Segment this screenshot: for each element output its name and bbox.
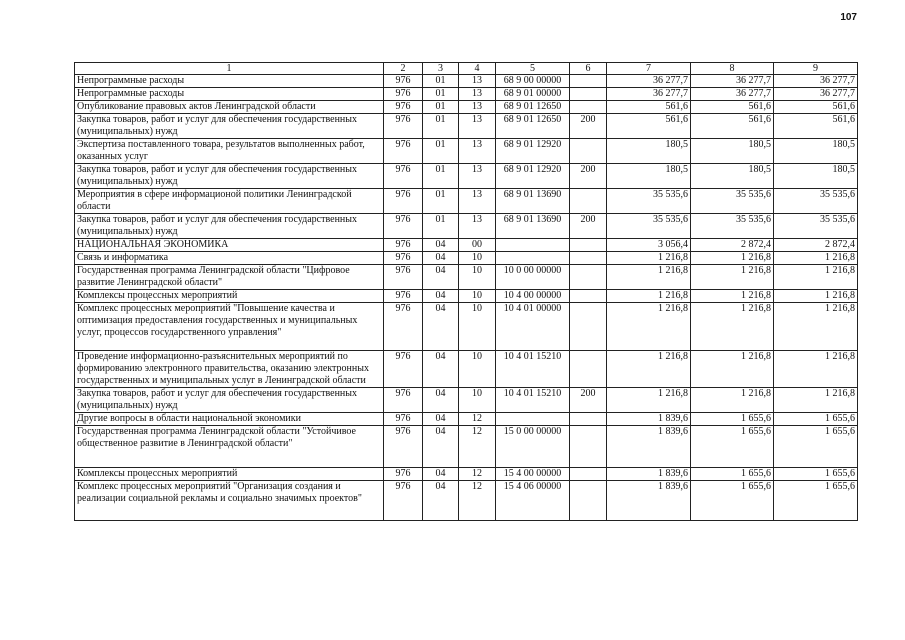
section-code: 04 — [423, 426, 459, 468]
ministry-code: 976 — [384, 388, 423, 413]
amount-col-7: 1 839,6 — [607, 481, 691, 521]
table-row — [75, 75, 858, 88]
amount-col-8: 36 277,7 — [691, 88, 774, 101]
amount-col-8: 561,6 — [691, 101, 774, 114]
ministry-code: 976 — [384, 164, 423, 189]
ministry-code: 976 — [384, 351, 423, 388]
amount-col-9: 35 535,6 — [774, 189, 858, 214]
expense-type-code — [570, 413, 607, 426]
table-row — [75, 290, 858, 303]
ministry-code: 976 — [384, 101, 423, 114]
column-header: 1 — [75, 63, 384, 75]
subsection-code: 13 — [459, 114, 496, 139]
amount-col-7: 1 216,8 — [607, 303, 691, 351]
ministry-code: 976 — [384, 413, 423, 426]
expense-type-code: 200 — [570, 164, 607, 189]
ministry-code: 976 — [384, 214, 423, 239]
table-row — [75, 214, 858, 239]
target-article-code: 68 9 01 13690 — [496, 189, 570, 214]
row-title: Проведение информационно-разъяснительных мероприятий по формированию электронного правительства, оказанию электронных государственных и муниципальных услуг в Ленинградской области — [75, 351, 384, 388]
amount-col-7: 180,5 — [607, 164, 691, 189]
expense-type-code — [570, 88, 607, 101]
amount-col-8: 561,6 — [691, 114, 774, 139]
amount-col-9: 1 655,6 — [774, 426, 858, 468]
ministry-code: 976 — [384, 88, 423, 101]
row-title: Другие вопросы в области национальной экономики — [75, 413, 384, 426]
target-article-code: 15 4 06 00000 — [496, 481, 570, 521]
amount-col-8: 35 535,6 — [691, 189, 774, 214]
target-article-code: 10 4 01 00000 — [496, 303, 570, 351]
expense-type-code — [570, 75, 607, 88]
amount-col-7: 1 216,8 — [607, 290, 691, 303]
table-header-row — [75, 63, 858, 75]
table-row — [75, 468, 858, 481]
amount-col-7: 1 216,8 — [607, 265, 691, 290]
section-code: 04 — [423, 413, 459, 426]
row-title: Закупка товаров, работ и услуг для обеспечения государственных (муниципальных) нужд — [75, 214, 384, 239]
amount-col-8: 1 216,8 — [691, 303, 774, 351]
subsection-code: 13 — [459, 101, 496, 114]
amount-col-9: 36 277,7 — [774, 88, 858, 101]
table-row — [75, 239, 858, 252]
amount-col-7: 1 839,6 — [607, 468, 691, 481]
subsection-code: 13 — [459, 75, 496, 88]
section-code: 01 — [423, 75, 459, 88]
expense-type-code — [570, 139, 607, 164]
subsection-code: 12 — [459, 481, 496, 521]
expense-type-code — [570, 426, 607, 468]
row-title: Государственная программа Ленинградской области "Устойчивое общественное развитие в Ленинградской области" — [75, 426, 384, 468]
section-code: 01 — [423, 88, 459, 101]
table-row — [75, 189, 858, 214]
table-row — [75, 413, 858, 426]
expense-type-code — [570, 252, 607, 265]
subsection-code: 10 — [459, 351, 496, 388]
table-row — [75, 265, 858, 290]
section-code: 04 — [423, 303, 459, 351]
table-row — [75, 252, 858, 265]
ministry-code: 976 — [384, 239, 423, 252]
section-code: 01 — [423, 214, 459, 239]
target-article-code: 10 4 01 15210 — [496, 388, 570, 413]
target-article-code: 15 4 00 00000 — [496, 468, 570, 481]
amount-col-9: 1 216,8 — [774, 388, 858, 413]
amount-col-8: 1 216,8 — [691, 252, 774, 265]
subsection-code: 13 — [459, 139, 496, 164]
subsection-code: 10 — [459, 303, 496, 351]
amount-col-8: 1 655,6 — [691, 426, 774, 468]
section-code: 01 — [423, 139, 459, 164]
table-row — [75, 351, 858, 388]
amount-col-8: 1 216,8 — [691, 265, 774, 290]
amount-col-7: 561,6 — [607, 114, 691, 139]
ministry-code: 976 — [384, 426, 423, 468]
subsection-code: 00 — [459, 239, 496, 252]
expense-type-code — [570, 290, 607, 303]
ministry-code: 976 — [384, 139, 423, 164]
row-title: Закупка товаров, работ и услуг для обеспечения государственных (муниципальных) нужд — [75, 388, 384, 413]
expense-type-code: 200 — [570, 388, 607, 413]
expense-type-code — [570, 101, 607, 114]
table-row — [75, 481, 858, 521]
target-article-code: 68 9 01 12920 — [496, 164, 570, 189]
expense-type-code: 200 — [570, 214, 607, 239]
amount-col-9: 180,5 — [774, 164, 858, 189]
expense-type-code: 200 — [570, 114, 607, 139]
ministry-code: 976 — [384, 265, 423, 290]
subsection-code: 13 — [459, 88, 496, 101]
amount-col-8: 1 216,8 — [691, 351, 774, 388]
amount-col-9: 1 216,8 — [774, 351, 858, 388]
expense-type-code — [570, 239, 607, 252]
table-row — [75, 88, 858, 101]
ministry-code: 976 — [384, 481, 423, 521]
ministry-code: 976 — [384, 189, 423, 214]
amount-col-9: 1 216,8 — [774, 290, 858, 303]
amount-col-7: 36 277,7 — [607, 75, 691, 88]
amount-col-9: 180,5 — [774, 139, 858, 164]
target-article-code: 68 9 01 12920 — [496, 139, 570, 164]
amount-col-8: 1 216,8 — [691, 290, 774, 303]
section-code: 04 — [423, 252, 459, 265]
target-article-code: 68 9 01 12650 — [496, 101, 570, 114]
page-number: 107 — [840, 12, 857, 23]
amount-col-7: 180,5 — [607, 139, 691, 164]
section-code: 04 — [423, 481, 459, 521]
section-code: 04 — [423, 468, 459, 481]
subsection-code: 12 — [459, 413, 496, 426]
amount-col-9: 1 216,8 — [774, 265, 858, 290]
ministry-code: 976 — [384, 75, 423, 88]
ministry-code: 976 — [384, 114, 423, 139]
subsection-code: 10 — [459, 290, 496, 303]
target-article-code: 10 4 01 15210 — [496, 351, 570, 388]
column-header: 6 — [570, 63, 607, 75]
table-row — [75, 388, 858, 413]
column-header: 3 — [423, 63, 459, 75]
expense-type-code — [570, 468, 607, 481]
expense-type-code — [570, 265, 607, 290]
amount-col-9: 36 277,7 — [774, 75, 858, 88]
subsection-code: 13 — [459, 189, 496, 214]
row-title: Комплексы процессных мероприятий — [75, 290, 384, 303]
row-title: Закупка товаров, работ и услуг для обеспечения государственных (муниципальных) нужд — [75, 164, 384, 189]
subsection-code: 10 — [459, 252, 496, 265]
amount-col-7: 35 535,6 — [607, 189, 691, 214]
table-row — [75, 426, 858, 468]
target-article-code: 10 4 00 00000 — [496, 290, 570, 303]
amount-col-7: 3 056,4 — [607, 239, 691, 252]
amount-col-8: 180,5 — [691, 139, 774, 164]
column-header: 2 — [384, 63, 423, 75]
row-title: Комплексы процессных мероприятий — [75, 468, 384, 481]
section-code: 04 — [423, 265, 459, 290]
amount-col-8: 1 655,6 — [691, 468, 774, 481]
target-article-code — [496, 239, 570, 252]
amount-col-7: 561,6 — [607, 101, 691, 114]
target-article-code: 68 9 00 00000 — [496, 75, 570, 88]
section-code: 04 — [423, 351, 459, 388]
subsection-code: 13 — [459, 214, 496, 239]
ministry-code: 976 — [384, 303, 423, 351]
row-title: Экспертиза поставленного товара, результатов выполненных работ, оказанных услуг — [75, 139, 384, 164]
budget-table — [74, 62, 858, 521]
section-code: 01 — [423, 114, 459, 139]
row-title: Опубликование правовых актов Ленинградской области — [75, 101, 384, 114]
expense-type-code — [570, 351, 607, 388]
amount-col-9: 1 655,6 — [774, 481, 858, 521]
amount-col-9: 1 655,6 — [774, 468, 858, 481]
target-article-code — [496, 252, 570, 265]
amount-col-9: 1 216,8 — [774, 252, 858, 265]
amount-col-8: 1 655,6 — [691, 413, 774, 426]
column-header: 7 — [607, 63, 691, 75]
amount-col-9: 561,6 — [774, 101, 858, 114]
target-article-code: 68 9 01 00000 — [496, 88, 570, 101]
amount-col-9: 1 216,8 — [774, 303, 858, 351]
row-title: Непрограммные расходы — [75, 88, 384, 101]
table-row — [75, 114, 858, 139]
amount-col-9: 561,6 — [774, 114, 858, 139]
row-title: Связь и информатика — [75, 252, 384, 265]
amount-col-8: 36 277,7 — [691, 75, 774, 88]
amount-col-8: 2 872,4 — [691, 239, 774, 252]
column-header: 5 — [496, 63, 570, 75]
expense-type-code — [570, 303, 607, 351]
ministry-code: 976 — [384, 252, 423, 265]
amount-col-7: 1 839,6 — [607, 426, 691, 468]
column-header: 4 — [459, 63, 496, 75]
subsection-code: 10 — [459, 265, 496, 290]
row-title: Мероприятия в сфере информационой политики Ленинградской области — [75, 189, 384, 214]
subsection-code: 12 — [459, 426, 496, 468]
table-row — [75, 303, 858, 351]
table-row — [75, 164, 858, 189]
section-code: 04 — [423, 239, 459, 252]
amount-col-7: 1 216,8 — [607, 388, 691, 413]
amount-col-7: 35 535,6 — [607, 214, 691, 239]
target-article-code: 15 0 00 00000 — [496, 426, 570, 468]
expense-type-code — [570, 189, 607, 214]
section-code: 04 — [423, 388, 459, 413]
amount-col-8: 1 216,8 — [691, 388, 774, 413]
row-title: Государственная программа Ленинградской области "Цифровое развитие Ленинградской области" — [75, 265, 384, 290]
section-code: 01 — [423, 101, 459, 114]
row-title: Комплекс процессных мероприятий "Организация создания и реализации социальной рекламы и социально значимых проектов" — [75, 481, 384, 521]
section-code: 01 — [423, 189, 459, 214]
amount-col-7: 1 216,8 — [607, 351, 691, 388]
column-header: 9 — [774, 63, 858, 75]
amount-col-7: 36 277,7 — [607, 88, 691, 101]
amount-col-9: 35 535,6 — [774, 214, 858, 239]
ministry-code: 976 — [384, 468, 423, 481]
table-row — [75, 139, 858, 164]
target-article-code: 68 9 01 13690 — [496, 214, 570, 239]
row-title: Непрограммные расходы — [75, 75, 384, 88]
amount-col-8: 180,5 — [691, 164, 774, 189]
ministry-code: 976 — [384, 290, 423, 303]
section-code: 04 — [423, 290, 459, 303]
row-title: НАЦИОНАЛЬНАЯ ЭКОНОМИКА — [75, 239, 384, 252]
subsection-code: 12 — [459, 468, 496, 481]
amount-col-7: 1 839,6 — [607, 413, 691, 426]
subsection-code: 10 — [459, 388, 496, 413]
subsection-code: 13 — [459, 164, 496, 189]
amount-col-9: 2 872,4 — [774, 239, 858, 252]
target-article-code — [496, 413, 570, 426]
section-code: 01 — [423, 164, 459, 189]
target-article-code: 10 0 00 00000 — [496, 265, 570, 290]
amount-col-9: 1 655,6 — [774, 413, 858, 426]
expense-type-code — [570, 481, 607, 521]
target-article-code: 68 9 01 12650 — [496, 114, 570, 139]
row-title: Закупка товаров, работ и услуг для обеспечения государственных (муниципальных) нужд — [75, 114, 384, 139]
amount-col-7: 1 216,8 — [607, 252, 691, 265]
column-header: 8 — [691, 63, 774, 75]
amount-col-8: 1 655,6 — [691, 481, 774, 521]
amount-col-8: 35 535,6 — [691, 214, 774, 239]
table-row — [75, 101, 858, 114]
row-title: Комплекс процессных мероприятий "Повышение качества и оптимизация предоставления государственных и муниципальных услуг, процессов государственного управления" — [75, 303, 384, 351]
